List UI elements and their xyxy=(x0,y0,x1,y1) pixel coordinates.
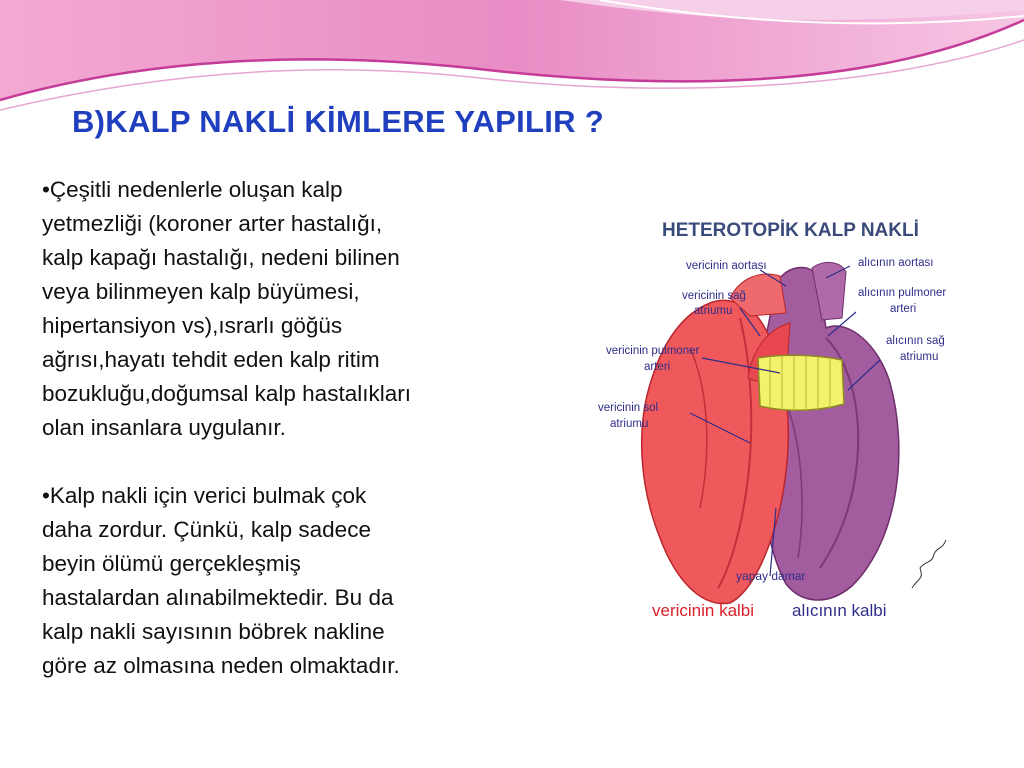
bullet-paragraph-1: •Çeşitli nedenlerle oluşan kalp yetmezliği (koroner arter hastalığı, kalp kapağı hastalığı, nedeni bilinen veya bilinmeyen kalp büyümesi, hipertansiyon vs),ısrarlı göğüs ağrısı,hayatı tehdit eden kalp ritim bozukluğu,doğumsal kalp hastalıkları olan insanlara uygulanır. xyxy=(42,177,411,440)
label-vericinin-sol-atriumu-1: vericinin sol xyxy=(598,402,659,414)
label-alicinin-pulmoner-arteri-1: alıcının pulmoner xyxy=(858,287,947,299)
caption-vericinin-kalbi: vericinin kalbi xyxy=(652,601,755,620)
slide-title: B)KALP NAKLİ KİMLERE YAPILIR ? xyxy=(72,104,605,139)
bullet-paragraph-2: •Kalp nakli için verici bulmak çok daha zordur. Çünkü, kalp sadece beyin ölümü gerçekleşmiş hastalardan alınabilmektedir. Bu da kalp nakli sayısının böbrek nakline göre az olmasına neden olmaktadır. xyxy=(42,483,400,678)
label-vericinin-sag-atriumu-1: vericinin sağ xyxy=(682,290,746,302)
label-vericinin-sol-atriumu-2: atriumu xyxy=(610,418,649,430)
label-alicinin-sag-atriumu-2: atriumu xyxy=(900,351,939,363)
label-yapay-damar: yapay damar xyxy=(736,569,806,583)
label-vericinin-aortasi: vericinin aortası xyxy=(686,260,767,272)
donor-heart xyxy=(642,274,790,603)
label-vericinin-pulmoner-arteri-2: arteri xyxy=(644,361,671,373)
header-wave-decoration xyxy=(0,0,1024,120)
label-alicinin-aortasi: alıcının aortası xyxy=(858,257,934,269)
label-vericinin-sag-atriumu-2: atriumu xyxy=(694,305,733,317)
diagram-title: HETEROTOPİK KALP NAKLİ xyxy=(662,220,919,241)
label-vericinin-pulmoner-arteri-1: vericinin pulmoner xyxy=(606,345,700,357)
heterotopic-heart-diagram xyxy=(590,208,964,646)
artist-signature xyxy=(912,540,946,588)
slide-body xyxy=(42,173,512,717)
caption-alicinin-kalbi: alıcının kalbi xyxy=(792,601,887,620)
label-alicinin-pulmoner-arteri-2: arteri xyxy=(890,303,917,315)
label-alicinin-sag-atriumu-1: alıcının sağ xyxy=(886,335,945,347)
artificial-graft xyxy=(758,355,844,411)
